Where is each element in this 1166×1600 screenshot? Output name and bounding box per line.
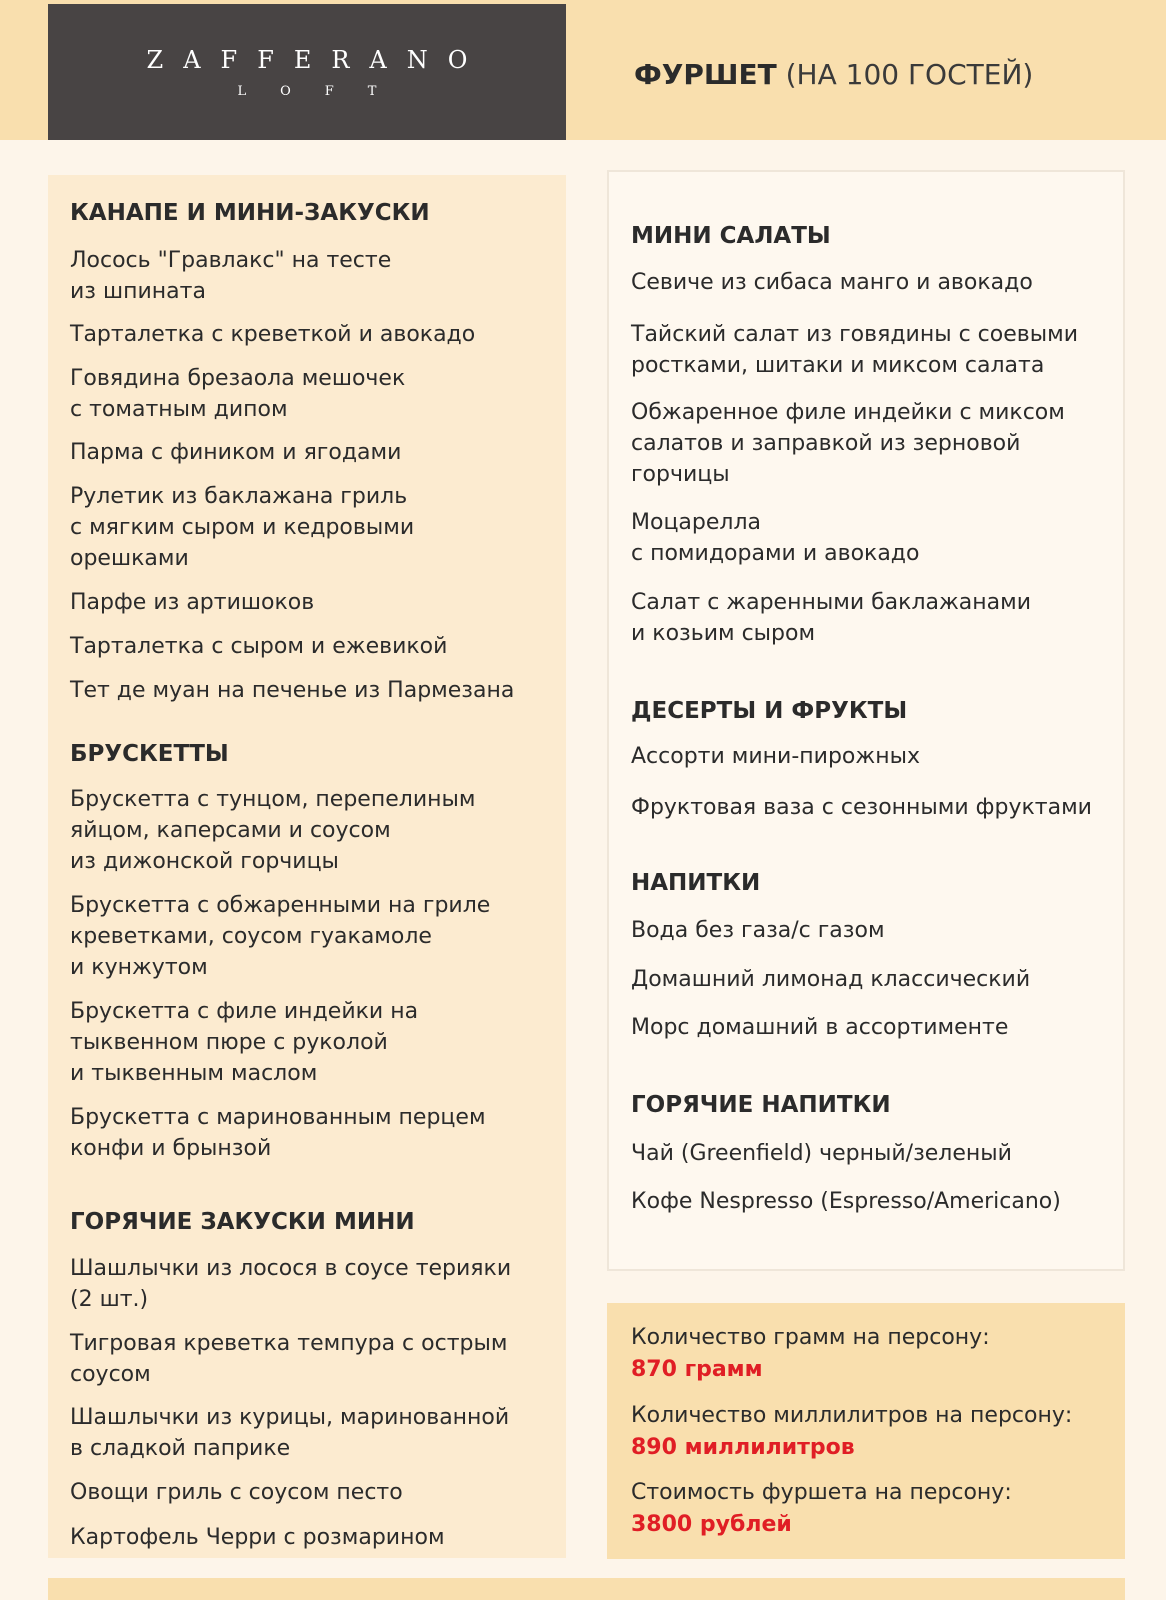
menu-item: Брускетта с обжаренными на гриле креветками, соусом гуакамоле и кунжутом: [70, 893, 491, 980]
section-title-bruschettas: БРУСКЕТТЫ: [70, 741, 229, 767]
grams-per-person-value: 870 грамм: [631, 1357, 763, 1382]
menu-item: Картофель Черри с розмарином: [70, 1525, 445, 1550]
page-title-guests: (НА 100 ГОСТЕЙ): [776, 58, 1034, 91]
section-title-desserts: ДЕСЕРТЫ И ФРУКТЫ: [631, 698, 908, 724]
menu-item: Чай (Greenfield) черный/зеленый: [631, 1141, 1012, 1166]
menu-item: Парма с фиником и ягодами: [70, 440, 402, 465]
price-per-person-label: Стоимость фуршета на персону:: [631, 1480, 1012, 1505]
section-title-drinks: НАПИТКИ: [631, 870, 761, 896]
menu-item: Брускетта с тунцом, перепелиным яйцом, каперсами и соусом из дижонской горчицы: [70, 787, 476, 874]
menu-item: Тет де муан на печенье из Пармезана: [70, 678, 515, 703]
menu-item: Моцарелла с помидорами и авокадо: [631, 510, 920, 566]
menu-item: Салат с жаренными баклажанами и козьим сыром: [631, 590, 1032, 646]
menu-item: Шашлычки из лосося в соусе терияки (2 шт.): [70, 1256, 512, 1312]
menu-item: Фруктовая ваза с сезонными фруктами: [631, 795, 1092, 820]
grams-per-person-label: Количество грамм на персону:: [631, 1325, 990, 1350]
logo-wordmark: ZAFFERANO: [146, 46, 488, 74]
menu-item: Севиче из сибаса манго и авокадо: [631, 270, 1033, 295]
menu-item: Тигровая креветка темпура с острым соусом: [70, 1331, 508, 1387]
section-title-salads: МИНИ САЛАТЫ: [631, 223, 831, 249]
menu-item: Обжаренное филе индейки с миксом салатов и заправкой из зерновой горчицы: [631, 400, 1065, 487]
ml-per-person-value: 890 миллилитров: [631, 1435, 855, 1460]
logo: [48, 4, 566, 140]
menu-item: Овощи гриль с соусом песто: [70, 1480, 403, 1505]
menu-item: Ассорти мини-пирожных: [631, 744, 920, 769]
section-title-canapes: КАНАПЕ И МИНИ-ЗАКУСКИ: [70, 200, 430, 226]
menu-item: Парфе из артишоков: [70, 590, 315, 615]
menu-item: Тарталетка с сыром и ежевикой: [70, 634, 448, 659]
menu-item: Брускетта с филе индейки на тыквенном пюре с руколой и тыквенным маслом: [70, 999, 419, 1086]
menu-item: Говядина брезаола мешочек с томатным дипом: [70, 366, 406, 422]
section-title-hot-drinks: ГОРЯЧИЕ НАПИТКИ: [631, 1092, 891, 1118]
logo-subtitle: LOFT: [237, 84, 411, 99]
page-title: [634, 58, 1033, 91]
menu-item: Рулетик из баклажана гриль с мягким сыром и кедровыми орешками: [70, 484, 415, 571]
page-title-main: ФУРШЕТ: [634, 58, 777, 91]
menu-item: Вода без газа/с газом: [631, 918, 885, 943]
menu-item: Тарталетка с креветкой и авокадо: [70, 322, 476, 347]
menu-item: Шашлычки из курицы, маринованной в сладкой паприке: [70, 1405, 510, 1461]
section-title-hot-snacks: ГОРЯЧИЕ ЗАКУСКИ МИНИ: [70, 1209, 415, 1235]
menu-item: Лосось "Гравлакс" на тесте из шпината: [70, 248, 392, 304]
menu-item: Домашний лимонад классический: [631, 967, 1031, 992]
menu-item: Кофе Nespresso (Espresso/Americano): [631, 1189, 1061, 1214]
price-per-person-value: 3800 рублей: [631, 1512, 792, 1537]
ml-per-person-label: Количество миллилитров на персону:: [631, 1403, 1073, 1428]
menu-item: Тайский салат из говядины с соевыми ростками, шитаки и миксом салата: [631, 322, 1078, 378]
menu-item: Брускетта с маринованным перцем конфи и брынзой: [70, 1105, 486, 1161]
footer-band: [48, 1578, 1125, 1600]
menu-item: Морс домашний в ассортименте: [631, 1015, 1009, 1040]
